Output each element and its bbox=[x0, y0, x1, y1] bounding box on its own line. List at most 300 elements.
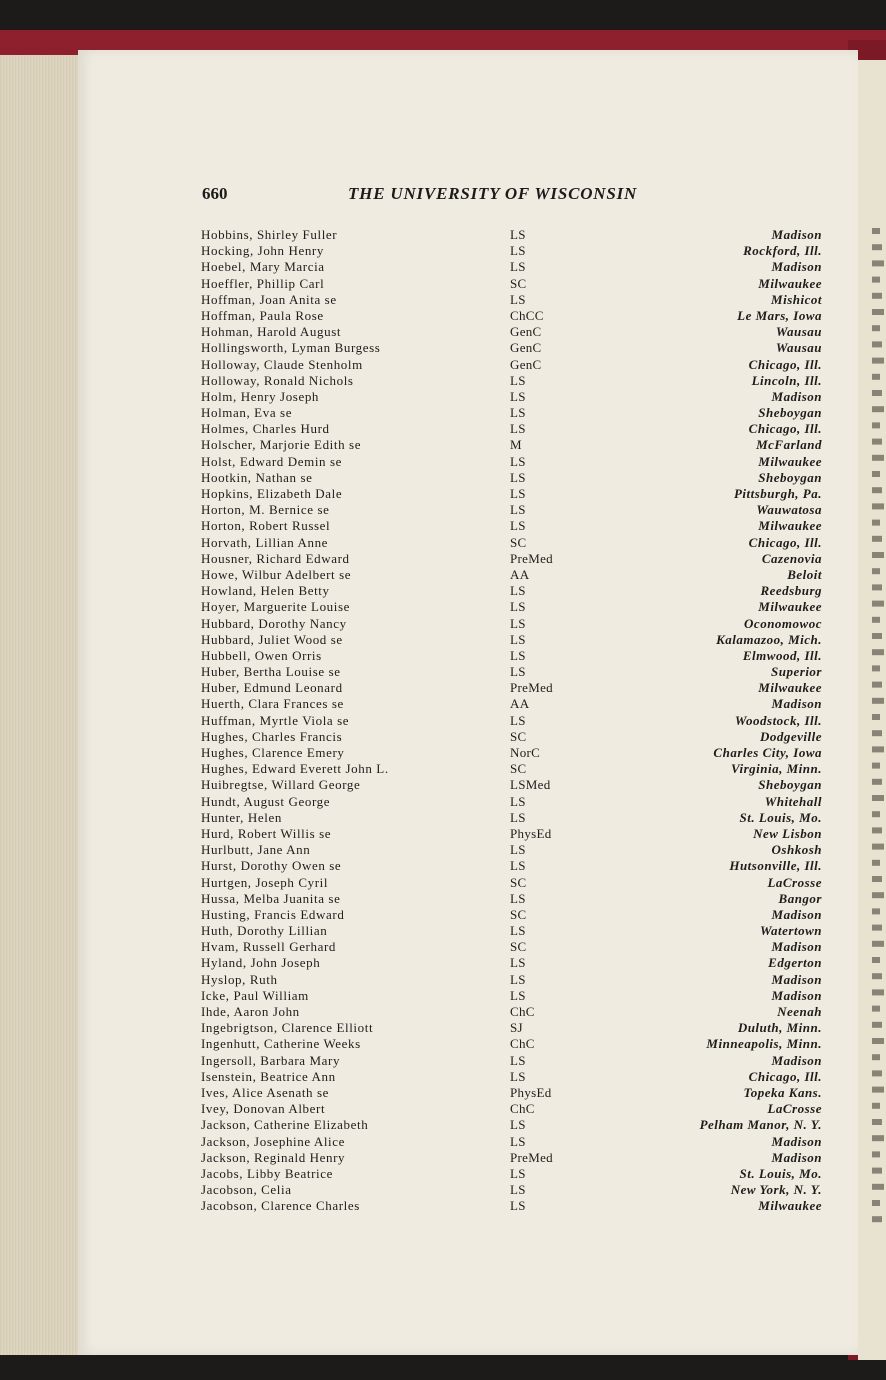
hometown: Whitehall bbox=[764, 793, 822, 809]
directory-entry bbox=[201, 761, 826, 777]
hometown: Elmwood, Ill. bbox=[742, 647, 822, 663]
bleed-mark bbox=[872, 455, 884, 461]
student-name: Jackson, Josephine Alice bbox=[201, 1133, 346, 1149]
hometown: Wausau bbox=[775, 340, 822, 356]
hometown: Madison bbox=[771, 971, 822, 987]
student-name: Howland, Helen Betty bbox=[201, 583, 330, 599]
page-number: 660 bbox=[202, 184, 228, 203]
hometown: St. Louis, Mo. bbox=[739, 809, 822, 825]
directory-entry bbox=[201, 842, 826, 858]
course-code: SC bbox=[510, 874, 527, 890]
student-name: Ingebrigtson, Clarence Elliott bbox=[201, 1020, 374, 1036]
directory-entry bbox=[201, 1182, 826, 1198]
hometown: St. Louis, Mo. bbox=[739, 1165, 822, 1181]
directory-entry bbox=[201, 324, 826, 340]
hometown: Milwaukee bbox=[758, 599, 822, 615]
bleed-mark bbox=[872, 649, 884, 655]
course-code: LS bbox=[510, 453, 526, 469]
course-code: SC bbox=[510, 761, 527, 777]
course-code: SC bbox=[510, 534, 527, 550]
course-code: NorC bbox=[510, 745, 541, 760]
course-code: LS bbox=[510, 631, 526, 647]
student-name: Hundt, August George bbox=[201, 793, 331, 809]
bleed-mark bbox=[872, 1006, 880, 1012]
student-name: Ingersoll, Barbara Mary bbox=[201, 1052, 341, 1068]
student-name: Holmes, Charles Hurd bbox=[201, 421, 330, 437]
directory-entry bbox=[201, 729, 826, 745]
bleed-mark bbox=[872, 390, 882, 396]
hometown: Watertown bbox=[759, 923, 822, 939]
hometown: Milwaukee bbox=[758, 518, 822, 534]
bleed-mark bbox=[872, 293, 882, 299]
student-name: Hurlbutt, Jane Ann bbox=[201, 842, 311, 858]
directory-entry bbox=[201, 1036, 826, 1052]
student-name: Jacobson, Clarence Charles bbox=[201, 1198, 360, 1214]
course-code: LS bbox=[510, 583, 526, 599]
directory-entry bbox=[201, 1053, 826, 1069]
bleed-mark bbox=[872, 876, 882, 882]
course-code: LS bbox=[510, 388, 526, 404]
hometown: New York, N. Y. bbox=[730, 1182, 822, 1198]
bleed-mark bbox=[872, 260, 884, 266]
hometown: Madison bbox=[771, 227, 822, 242]
course-code: SJ bbox=[510, 1020, 523, 1036]
hometown: Chicago, Ill. bbox=[748, 421, 822, 437]
course-code: LS bbox=[510, 890, 526, 906]
student-name: Hoffman, Joan Anita se bbox=[201, 291, 337, 307]
directory-entry bbox=[201, 810, 826, 826]
hometown: Chicago, Ill. bbox=[748, 534, 822, 550]
course-code: LS bbox=[510, 243, 526, 259]
student-name: Hoeffler, Phillip Carl bbox=[201, 275, 325, 291]
directory-entry bbox=[201, 794, 826, 810]
bleed-mark bbox=[872, 941, 884, 947]
directory-entry bbox=[201, 454, 826, 470]
hometown: Madison bbox=[771, 388, 822, 404]
directory-entry bbox=[201, 340, 826, 356]
student-name: Holman, Eva se bbox=[201, 405, 293, 421]
directory-entry bbox=[201, 567, 826, 583]
directory-entry bbox=[201, 955, 826, 971]
hometown: LaCrosse bbox=[767, 874, 822, 890]
course-code: PreMed bbox=[510, 1149, 553, 1165]
student-name: Jackson, Reginald Henry bbox=[201, 1149, 346, 1165]
bleed-mark bbox=[872, 860, 880, 866]
course-code: LS bbox=[510, 1182, 526, 1198]
hometown: Rockford, Ill. bbox=[743, 243, 822, 259]
course-code: GenC bbox=[510, 356, 542, 372]
course-code: LS bbox=[510, 599, 526, 615]
bleed-mark bbox=[872, 422, 880, 428]
bleed-mark bbox=[872, 925, 882, 931]
course-code: LS bbox=[510, 1133, 526, 1149]
hometown: Sheboygan bbox=[758, 405, 822, 421]
bleed-mark bbox=[872, 1038, 884, 1044]
course-code: PhysEd bbox=[510, 825, 552, 841]
hometown: Madison bbox=[771, 1149, 822, 1165]
course-code: LS bbox=[510, 615, 526, 631]
directory-entry bbox=[201, 259, 826, 275]
student-name: Husting, Francis Edward bbox=[201, 906, 345, 922]
directory-entry bbox=[201, 486, 826, 502]
hometown: Oconomowoc bbox=[744, 615, 822, 631]
bleed-mark bbox=[872, 1200, 880, 1206]
course-code: LS bbox=[510, 259, 526, 275]
directory-entry bbox=[201, 664, 826, 680]
directory-entry bbox=[201, 1085, 826, 1101]
directory-entry bbox=[201, 437, 826, 453]
directory-entry bbox=[201, 373, 826, 389]
course-code: SC bbox=[510, 939, 527, 955]
hometown: Dodgeville bbox=[759, 728, 822, 744]
bleed-mark bbox=[872, 633, 882, 639]
bleed-mark bbox=[872, 682, 882, 688]
directory-entry bbox=[201, 308, 826, 324]
course-code: LS bbox=[510, 987, 526, 1003]
course-code: LS bbox=[510, 518, 526, 534]
directory-entry bbox=[201, 1150, 826, 1166]
directory-entry bbox=[201, 599, 826, 615]
course-code: SC bbox=[510, 728, 527, 744]
hometown: Duluth, Minn. bbox=[737, 1020, 822, 1036]
student-name: Horvath, Lillian Anne bbox=[201, 534, 329, 550]
student-name: Hunter, Helen bbox=[201, 809, 282, 825]
student-name: Huerth, Clara Frances se bbox=[201, 696, 344, 712]
bleed-mark bbox=[872, 471, 880, 477]
course-code: GenC bbox=[510, 324, 542, 340]
hometown: Topeka Kans. bbox=[743, 1084, 822, 1100]
directory-entry bbox=[201, 1069, 826, 1085]
student-name: Isenstein, Beatrice Ann bbox=[201, 1068, 336, 1084]
bleed-mark bbox=[872, 309, 884, 315]
directory-entry bbox=[201, 1166, 826, 1182]
bleed-mark bbox=[872, 1070, 882, 1076]
hometown: Madison bbox=[771, 987, 822, 1003]
student-name: Hurd, Robert Willis se bbox=[201, 825, 332, 841]
directory-entry bbox=[201, 875, 826, 891]
hometown: Pittsburgh, Pa. bbox=[733, 486, 822, 501]
course-code: LS bbox=[510, 421, 526, 437]
running-title: THE UNIVERSITY OF WISCONSIN bbox=[348, 184, 638, 203]
bleed-mark bbox=[872, 244, 882, 250]
course-code: LS bbox=[510, 1165, 526, 1181]
course-code: PreMed bbox=[510, 680, 553, 696]
course-code: LS bbox=[510, 971, 526, 987]
course-code: AA bbox=[510, 566, 530, 582]
student-name: Huffman, Myrtle Viola se bbox=[201, 712, 350, 728]
hometown: Madison bbox=[771, 906, 822, 922]
directory-entry bbox=[201, 939, 826, 955]
hometown: Edgerton bbox=[768, 955, 822, 971]
course-code: M bbox=[510, 437, 522, 453]
hometown: Minneapolis, Minn. bbox=[706, 1036, 822, 1052]
student-name: Hubbell, Owen Orris bbox=[201, 647, 322, 663]
hometown: Superior bbox=[771, 664, 822, 680]
student-name: Ives, Alice Asenath se bbox=[201, 1084, 330, 1100]
bleed-mark bbox=[872, 779, 882, 785]
hometown: Le Mars, Iowa bbox=[737, 307, 822, 323]
hometown: LaCrosse bbox=[767, 1101, 822, 1117]
directory-entry bbox=[201, 745, 826, 761]
bleed-mark bbox=[872, 601, 884, 607]
hometown: Charles City, Iowa bbox=[713, 745, 822, 760]
directory-entry bbox=[201, 1198, 826, 1214]
course-code: LS bbox=[510, 647, 526, 663]
bleed-mark bbox=[872, 763, 880, 769]
bleed-mark bbox=[872, 617, 880, 623]
student-name: Hvam, Russell Gerhard bbox=[201, 939, 336, 955]
student-name: Huber, Bertha Louise se bbox=[201, 664, 341, 680]
student-name: Hoffman, Paula Rose bbox=[201, 307, 324, 323]
course-code: LS bbox=[510, 793, 526, 809]
hometown: Hutsonville, Ill. bbox=[729, 858, 822, 874]
student-name: Hughes, Clarence Emery bbox=[201, 745, 345, 760]
student-name: Hussa, Melba Juanita se bbox=[201, 890, 341, 906]
hometown: Milwaukee bbox=[758, 680, 822, 696]
course-code: LS bbox=[510, 502, 526, 518]
directory-entry bbox=[201, 470, 826, 486]
student-name: Hootkin, Nathan se bbox=[201, 469, 313, 485]
course-code: LS bbox=[510, 1117, 526, 1133]
course-code: PreMed bbox=[510, 550, 553, 566]
directory-entry bbox=[201, 1134, 826, 1150]
bleed-mark bbox=[872, 406, 884, 412]
course-code: AA bbox=[510, 696, 530, 712]
directory-entry bbox=[201, 292, 826, 308]
course-code: LS bbox=[510, 712, 526, 728]
course-code: LS bbox=[510, 1068, 526, 1084]
hometown: Kalamazoo, Mich. bbox=[716, 631, 822, 647]
bleed-mark bbox=[872, 989, 884, 995]
student-name: Holloway, Ronald Nichols bbox=[201, 372, 354, 388]
hometown: New Lisbon bbox=[753, 825, 822, 841]
directory-entry bbox=[201, 907, 826, 923]
hometown: Chicago, Ill. bbox=[748, 1068, 822, 1084]
student-name: Horton, M. Bernice se bbox=[201, 502, 330, 518]
student-name: Ivey, Donovan Albert bbox=[201, 1101, 326, 1117]
course-code: LS bbox=[510, 291, 526, 307]
student-name: Hopkins, Elizabeth Dale bbox=[201, 486, 343, 501]
student-name: Hyslop, Ruth bbox=[201, 971, 278, 987]
student-name: Hocking, John Henry bbox=[201, 243, 324, 259]
bleed-mark bbox=[872, 568, 880, 574]
hometown: Madison bbox=[771, 1052, 822, 1068]
student-name: Huibregtse, Willard George bbox=[201, 777, 361, 793]
directory-entry bbox=[201, 680, 826, 696]
directory-entry bbox=[201, 777, 826, 793]
bleed-mark bbox=[872, 325, 880, 331]
course-code: LS bbox=[510, 469, 526, 485]
course-code: LS bbox=[510, 1198, 526, 1214]
course-code: LS bbox=[510, 486, 526, 501]
student-name: Holst, Edward Demin se bbox=[201, 453, 343, 469]
hometown: Madison bbox=[771, 696, 822, 712]
hometown: Wausau bbox=[775, 324, 822, 340]
bleed-mark bbox=[872, 439, 882, 445]
bleed-mark bbox=[872, 908, 880, 914]
directory-entry bbox=[201, 389, 826, 405]
student-name: Hurst, Dorothy Owen se bbox=[201, 858, 342, 874]
course-code: ChC bbox=[510, 1004, 535, 1019]
student-name: Jacobs, Libby Beatrice bbox=[201, 1165, 333, 1181]
course-code: SC bbox=[510, 275, 527, 291]
bleed-mark bbox=[872, 730, 882, 736]
directory-entry bbox=[201, 1101, 826, 1117]
bleed-mark bbox=[872, 844, 884, 850]
student-name: Huth, Dorothy Lillian bbox=[201, 923, 328, 939]
bleed-mark bbox=[872, 827, 882, 833]
course-code: LS bbox=[510, 405, 526, 421]
bleed-mark bbox=[872, 811, 880, 817]
directory-entry bbox=[201, 535, 826, 551]
bleed-mark bbox=[872, 1216, 882, 1222]
course-code: LS bbox=[510, 858, 526, 874]
student-name: Ihde, Aaron John bbox=[201, 1004, 300, 1019]
student-name: Hohman, Harold August bbox=[201, 324, 342, 340]
course-code: LS bbox=[510, 923, 526, 939]
course-code: SC bbox=[510, 906, 527, 922]
hometown: Virginia, Minn. bbox=[731, 761, 822, 777]
student-name: Hollingsworth, Lyman Burgess bbox=[201, 340, 381, 356]
directory-entry bbox=[201, 648, 826, 664]
directory-entry bbox=[201, 357, 826, 373]
student-name: Holm, Henry Joseph bbox=[201, 388, 320, 404]
course-code: LS bbox=[510, 664, 526, 680]
bleed-mark bbox=[872, 374, 880, 380]
bleed-mark bbox=[872, 1022, 882, 1028]
course-code: ChC bbox=[510, 1036, 535, 1052]
bleed-mark bbox=[872, 487, 882, 493]
bleed-mark bbox=[872, 520, 880, 526]
bleed-mark bbox=[872, 957, 880, 963]
student-name: Hobbins, Shirley Fuller bbox=[201, 227, 338, 242]
student-name: Jackson, Catherine Elizabeth bbox=[201, 1117, 369, 1133]
hometown: Cazenovia bbox=[761, 550, 822, 566]
facing-page-text-bleed bbox=[858, 60, 886, 1360]
hometown: Madison bbox=[771, 259, 822, 275]
bleed-mark bbox=[872, 665, 880, 671]
hometown: Lincoln, Ill. bbox=[751, 372, 822, 388]
student-name: Housner, Richard Edward bbox=[201, 550, 350, 566]
student-name: Hoyer, Marguerite Louise bbox=[201, 599, 351, 615]
student-name: Hurtgen, Joseph Cyril bbox=[201, 874, 329, 890]
directory-entry bbox=[201, 276, 826, 292]
hometown: Pelham Manor, N. Y. bbox=[699, 1117, 822, 1133]
hometown: Bangor bbox=[778, 890, 822, 906]
bleed-mark bbox=[872, 746, 884, 752]
student-name: Hyland, John Joseph bbox=[201, 955, 321, 971]
directory-entry bbox=[201, 243, 826, 259]
directory-entry bbox=[201, 583, 826, 599]
bleed-mark bbox=[872, 1151, 880, 1157]
course-code: LS bbox=[510, 1052, 526, 1068]
directory-entry bbox=[201, 858, 826, 874]
directory-entry bbox=[201, 632, 826, 648]
directory-entry bbox=[201, 227, 826, 243]
student-name: Hubbard, Dorothy Nancy bbox=[201, 615, 347, 631]
course-code: ChCC bbox=[510, 307, 544, 323]
directory-entry bbox=[201, 972, 826, 988]
directory-entry bbox=[201, 923, 826, 939]
bleed-mark bbox=[872, 503, 884, 509]
bleed-mark bbox=[872, 892, 884, 898]
directory-entry bbox=[201, 502, 826, 518]
hometown: Wauwatosa bbox=[756, 502, 822, 518]
bleed-mark bbox=[872, 1087, 884, 1093]
hometown: Madison bbox=[771, 939, 822, 955]
bleed-mark bbox=[872, 1054, 880, 1060]
course-code: PhysEd bbox=[510, 1084, 552, 1100]
hometown: Sheboygan bbox=[758, 469, 822, 485]
hometown: Reedsburg bbox=[760, 583, 822, 599]
course-code: LSMed bbox=[510, 777, 551, 793]
hometown: McFarland bbox=[756, 437, 822, 453]
course-code: GenC bbox=[510, 340, 542, 356]
directory-entry bbox=[201, 518, 826, 534]
directory-entry bbox=[201, 616, 826, 632]
bleed-mark bbox=[872, 795, 884, 801]
student-name: Howe, Wilbur Adelbert se bbox=[201, 566, 352, 582]
directory-entry bbox=[201, 405, 826, 421]
bleed-mark bbox=[872, 358, 884, 364]
student-name: Hughes, Charles Francis bbox=[201, 728, 343, 744]
directory-entry bbox=[201, 551, 826, 567]
directory-entry bbox=[201, 713, 826, 729]
bleed-mark bbox=[872, 1184, 884, 1190]
student-directory-list bbox=[201, 227, 826, 1214]
bleed-mark bbox=[872, 584, 882, 590]
bleed-mark bbox=[872, 277, 880, 283]
course-code: LS bbox=[510, 955, 526, 971]
directory-entry bbox=[201, 891, 826, 907]
course-code: ChC bbox=[510, 1101, 535, 1117]
hometown: Chicago, Ill. bbox=[748, 356, 822, 372]
hometown: Oshkosh bbox=[771, 842, 822, 858]
page-header bbox=[202, 184, 822, 208]
course-code: LS bbox=[510, 372, 526, 388]
hometown: Sheboygan bbox=[758, 777, 822, 793]
directory-entry bbox=[201, 988, 826, 1004]
bleed-mark bbox=[872, 552, 884, 558]
directory-entry bbox=[201, 1117, 826, 1133]
directory-entry bbox=[201, 421, 826, 437]
bleed-mark bbox=[872, 698, 884, 704]
bleed-mark bbox=[872, 1168, 882, 1174]
course-code: LS bbox=[510, 809, 526, 825]
directory-entry bbox=[201, 696, 826, 712]
student-name: Icke, Paul William bbox=[201, 987, 309, 1003]
student-name: Hubbard, Juliet Wood se bbox=[201, 631, 343, 647]
hometown: Milwaukee bbox=[758, 275, 822, 291]
directory-entry bbox=[201, 826, 826, 842]
hometown: Beloit bbox=[787, 566, 822, 582]
student-name: Jacobson, Celia bbox=[201, 1182, 292, 1198]
student-name: Holscher, Marjorie Edith se bbox=[201, 437, 362, 453]
bleed-mark bbox=[872, 536, 882, 542]
directory-entry bbox=[201, 1004, 826, 1020]
student-name: Holloway, Claude Stenholm bbox=[201, 356, 363, 372]
facing-page-edge bbox=[858, 60, 886, 1360]
bleed-mark bbox=[872, 341, 882, 347]
directory-entry bbox=[201, 1020, 826, 1036]
bleed-mark bbox=[872, 973, 882, 979]
bleed-mark bbox=[872, 228, 880, 234]
course-code: LS bbox=[510, 227, 526, 242]
student-name: Huber, Edmund Leonard bbox=[201, 680, 343, 696]
hometown: Neenah bbox=[777, 1004, 822, 1019]
hometown: Mishicot bbox=[771, 291, 822, 307]
bleed-mark bbox=[872, 1103, 880, 1109]
